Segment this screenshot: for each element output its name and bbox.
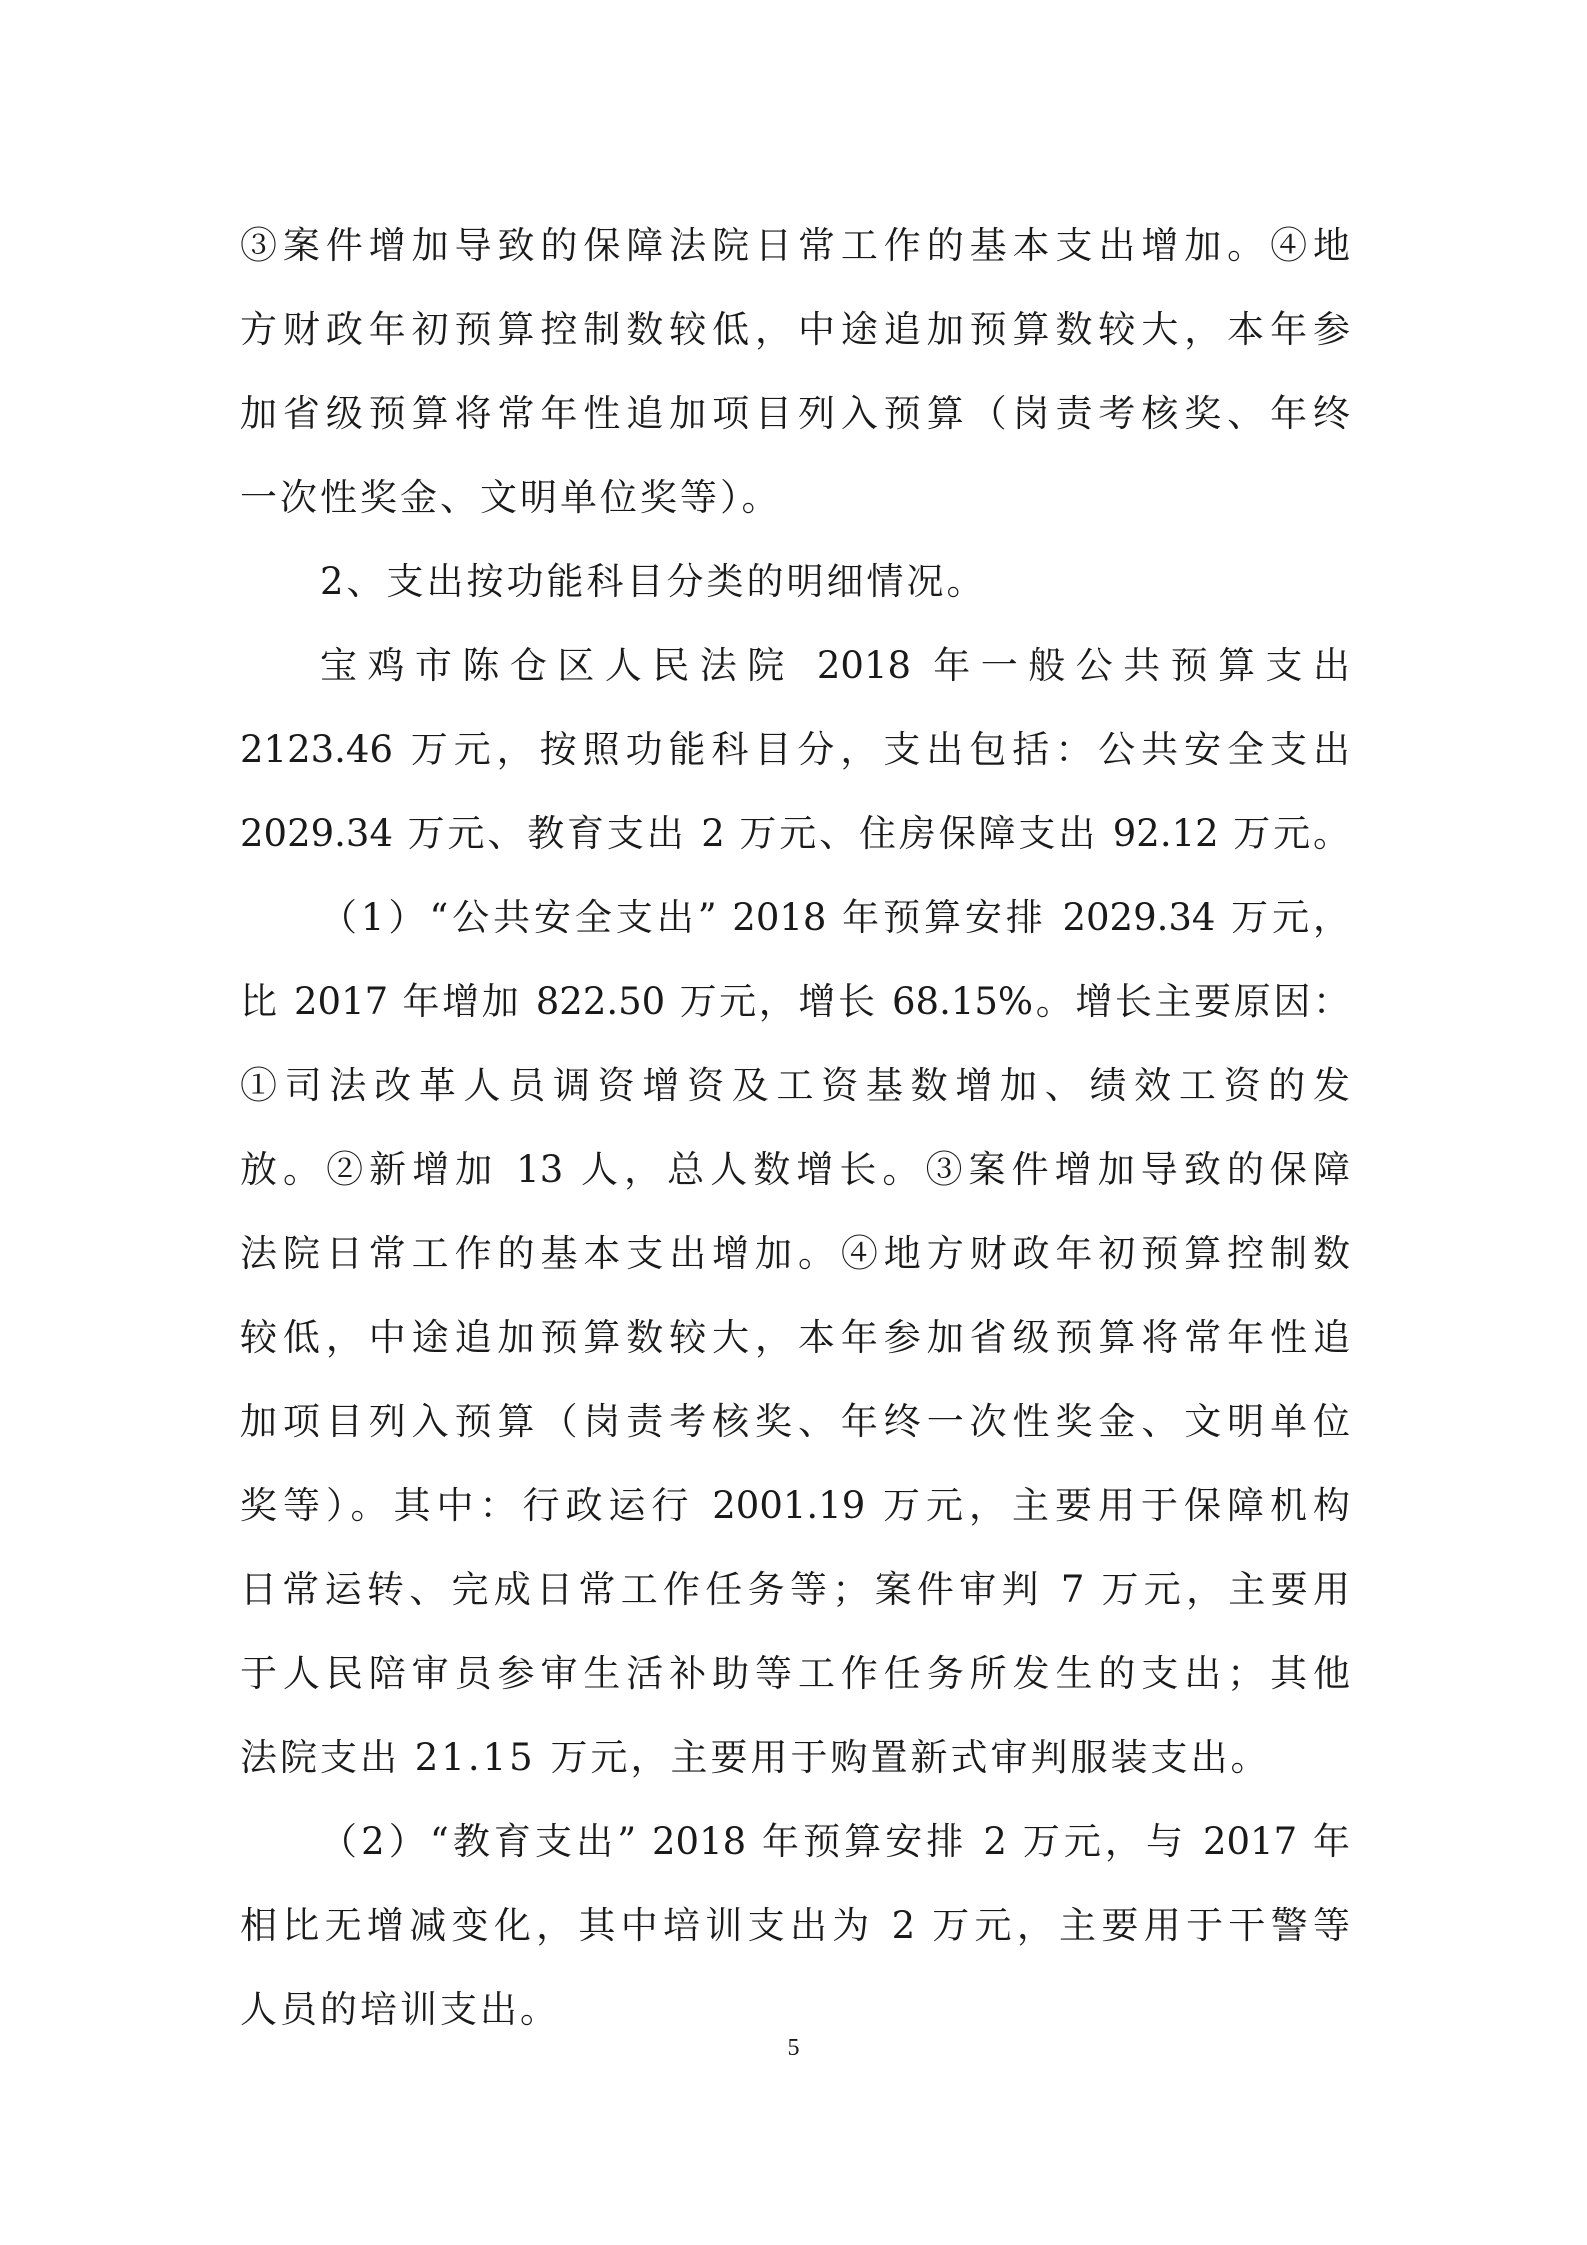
paragraph-line: ③案件增加导致的保障法院日常工作的基本支出增加。④地 xyxy=(240,224,1350,267)
paragraph-line: 方财政年初预算控制数较低，中途追加预算数较大，本年参 xyxy=(240,308,1350,351)
paragraph-line: 加省级预算将常年性追加项目列入预算（岗责考核奖、年终 xyxy=(240,392,1350,435)
paragraph-line: 法院日常工作的基本支出增加。④地方财政年初预算控制数 xyxy=(240,1232,1350,1275)
paragraph-line: 2123.46 万元，按照功能科目分，支出包括：公共安全支出 xyxy=(240,728,1350,771)
paragraph-line: （2）“教育支出” 2018 年预算安排 2 万元，与 2017 年 xyxy=(320,1820,1350,1863)
paragraph-line: 较低，中途追加预算数较大，本年参加省级预算将常年性追 xyxy=(240,1316,1350,1359)
paragraph-line: 日常运转、完成日常工作任务等；案件审判 7 万元，主要用 xyxy=(240,1568,1350,1611)
section-heading: 2、支出按功能科目分类的明细情况。 xyxy=(320,560,987,603)
paragraph-line: （1）“公共安全支出” 2018 年预算安排 2029.34 万元， xyxy=(320,896,1350,939)
paragraph-line: 加项目列入预算（岗责考核奖、年终一次性奖金、文明单位 xyxy=(240,1400,1350,1443)
paragraph-line: 相比无增减变化，其中培训支出为 2 万元，主要用于干警等 xyxy=(240,1904,1350,1947)
paragraph-line: 放。②新增加 13 人，总人数增长。③案件增加导致的保障 xyxy=(240,1148,1350,1191)
paragraph-line: ①司法改革人员调资增资及工资基数增加、绩效工资的发 xyxy=(240,1064,1350,1107)
page-number: 5 xyxy=(787,2035,800,2061)
paragraph-line: 2029.34 万元、教育支出 2 万元、住房保障支出 92.12 万元。 xyxy=(240,812,1350,855)
paragraph-line: 一次性奖金、文明单位奖等）。 xyxy=(240,476,782,519)
paragraph-line: 比 2017 年增加 822.50 万元，增长 68.15%。增长主要原因： xyxy=(240,980,1350,1023)
paragraph-line: 人员的培训支出。 xyxy=(240,1988,560,2031)
paragraph-line: 于人民陪审员参审生活补助等工作任务所发生的支出；其他 xyxy=(240,1652,1350,1695)
paragraph-line: 奖等）。其中：行政运行 2001.19 万元，主要用于保障机构 xyxy=(240,1484,1350,1527)
paragraph-line: 宝鸡市陈仓区人民法院 2018 年一般公共预算支出 xyxy=(320,644,1350,687)
paragraph-line: 法院支出 21.15 万元，主要用于购置新式审判服装支出。 xyxy=(240,1736,1271,1779)
